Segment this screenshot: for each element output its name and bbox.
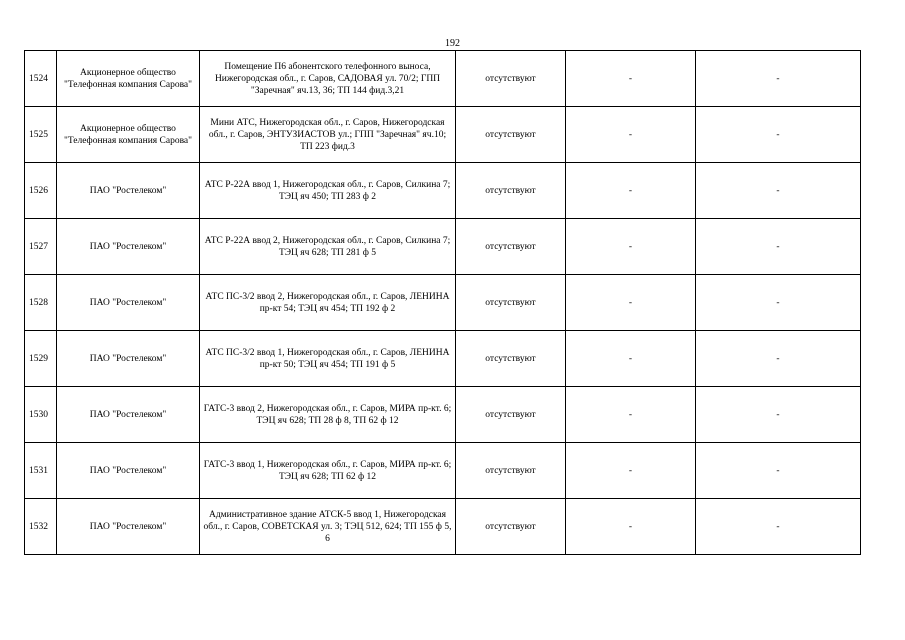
column-5-cell: -: [566, 331, 696, 387]
table-row: [25, 107, 861, 163]
table-row: [25, 443, 861, 499]
row-number-cell: 1529: [25, 331, 57, 387]
column-5-cell: -: [566, 443, 696, 499]
column-6-cell: -: [696, 163, 861, 219]
note-cell: отсутствуют: [456, 499, 566, 555]
column-5-cell: -: [566, 163, 696, 219]
organization-cell: ПАО "Ростелеком": [57, 387, 200, 443]
column-5-cell: -: [566, 387, 696, 443]
column-6-cell: -: [696, 499, 861, 555]
note-cell: отсутствуют: [456, 443, 566, 499]
table-row: [25, 163, 861, 219]
object-address-cell: АТС Р-22А ввод 2, Нижегородская обл., г. Саров, Силкина 7; ТЭЦ яч 628; ТП 281 ф 5: [200, 219, 456, 275]
organization-cell: ПАО "Ростелеком": [57, 499, 200, 555]
organization-cell: ПАО "Ростелеком": [57, 163, 200, 219]
column-5-cell: -: [566, 219, 696, 275]
organization-cell: ПАО "Ростелеком": [57, 275, 200, 331]
column-5-cell: -: [566, 107, 696, 163]
table-row: [25, 499, 861, 555]
page-number: 192: [445, 38, 460, 49]
note-cell: отсутствуют: [456, 387, 566, 443]
row-number-cell: 1528: [25, 275, 57, 331]
object-address-cell: ГАТС-3 ввод 2, Нижегородская обл., г. Саров, МИРА пр-кт. 6; ТЭЦ яч 628; ТП 28 ф 8, ТП 62 ф 12: [200, 387, 456, 443]
column-6-cell: -: [696, 107, 861, 163]
object-address-cell: АТС ПС-3/2 ввод 1, Нижегородская обл., г. Саров, ЛЕНИНА пр-кт 50; ТЭЦ яч 454; ТП 191 ф 5: [200, 331, 456, 387]
table-row: [25, 275, 861, 331]
object-address-cell: АТС Р-22А ввод 1, Нижегородская обл., г. Саров, Силкина 7; ТЭЦ яч 450; ТП 283 ф 2: [200, 163, 456, 219]
row-number-cell: 1530: [25, 387, 57, 443]
column-6-cell: -: [696, 51, 861, 107]
note-cell: отсутствуют: [456, 331, 566, 387]
organization-cell: ПАО "Ростелеком": [57, 331, 200, 387]
column-5-cell: -: [566, 51, 696, 107]
note-cell: отсутствуют: [456, 275, 566, 331]
column-6-cell: -: [696, 387, 861, 443]
object-address-cell: ГАТС-3 ввод 1, Нижегородская обл., г. Саров, МИРА пр-кт. 6; ТЭЦ яч 628; ТП 62 ф 12: [200, 443, 456, 499]
row-number-cell: 1531: [25, 443, 57, 499]
organization-cell: ПАО "Ростелеком": [57, 219, 200, 275]
column-6-cell: -: [696, 219, 861, 275]
consumers-table: [24, 50, 861, 555]
organization-cell: ПАО "Ростелеком": [57, 443, 200, 499]
row-number-cell: 1525: [25, 107, 57, 163]
column-6-cell: -: [696, 275, 861, 331]
note-cell: отсутствуют: [456, 163, 566, 219]
object-address-cell: Мини АТС, Нижегородская обл., г. Саров, Нижегородская обл., г. Саров, ЭНТУЗИАСТОВ ул.; ГПП "Заречная" яч.10; ТП 223 фид.3: [200, 107, 456, 163]
organization-cell: Акционерное общество "Телефонная компания Сарова": [57, 51, 200, 107]
note-cell: отсутствуют: [456, 51, 566, 107]
object-address-cell: АТС ПС-3/2 ввод 2, Нижегородская обл., г. Саров, ЛЕНИНА пр-кт 54; ТЭЦ яч 454; ТП 192 ф 2: [200, 275, 456, 331]
column-6-cell: -: [696, 443, 861, 499]
organization-cell: Акционерное общество "Телефонная компания Сарова": [57, 107, 200, 163]
note-cell: отсутствуют: [456, 107, 566, 163]
row-number-cell: 1532: [25, 499, 57, 555]
column-5-cell: -: [566, 499, 696, 555]
note-cell: отсутствуют: [456, 219, 566, 275]
table-row: [25, 219, 861, 275]
object-address-cell: Помещение П6 абонентского телефонного выноса, Нижегородская обл., г. Саров, САДОВАЯ ул. 70/2; ГПП "Заречная" яч.13, 36; ТП 144 фид.3,21: [200, 51, 456, 107]
row-number-cell: 1526: [25, 163, 57, 219]
row-number-cell: 1527: [25, 219, 57, 275]
table-row: [25, 387, 861, 443]
column-5-cell: -: [566, 275, 696, 331]
column-6-cell: -: [696, 331, 861, 387]
table-row: [25, 51, 861, 107]
row-number-cell: 1524: [25, 51, 57, 107]
table-row: [25, 331, 861, 387]
object-address-cell: Административное здание АТСК-5 ввод 1, Нижегородская обл., г. Саров, СОВЕТСКАЯ ул. 3; ТЭЦ 512, 624; ТП 155 ф 5, 6: [200, 499, 456, 555]
